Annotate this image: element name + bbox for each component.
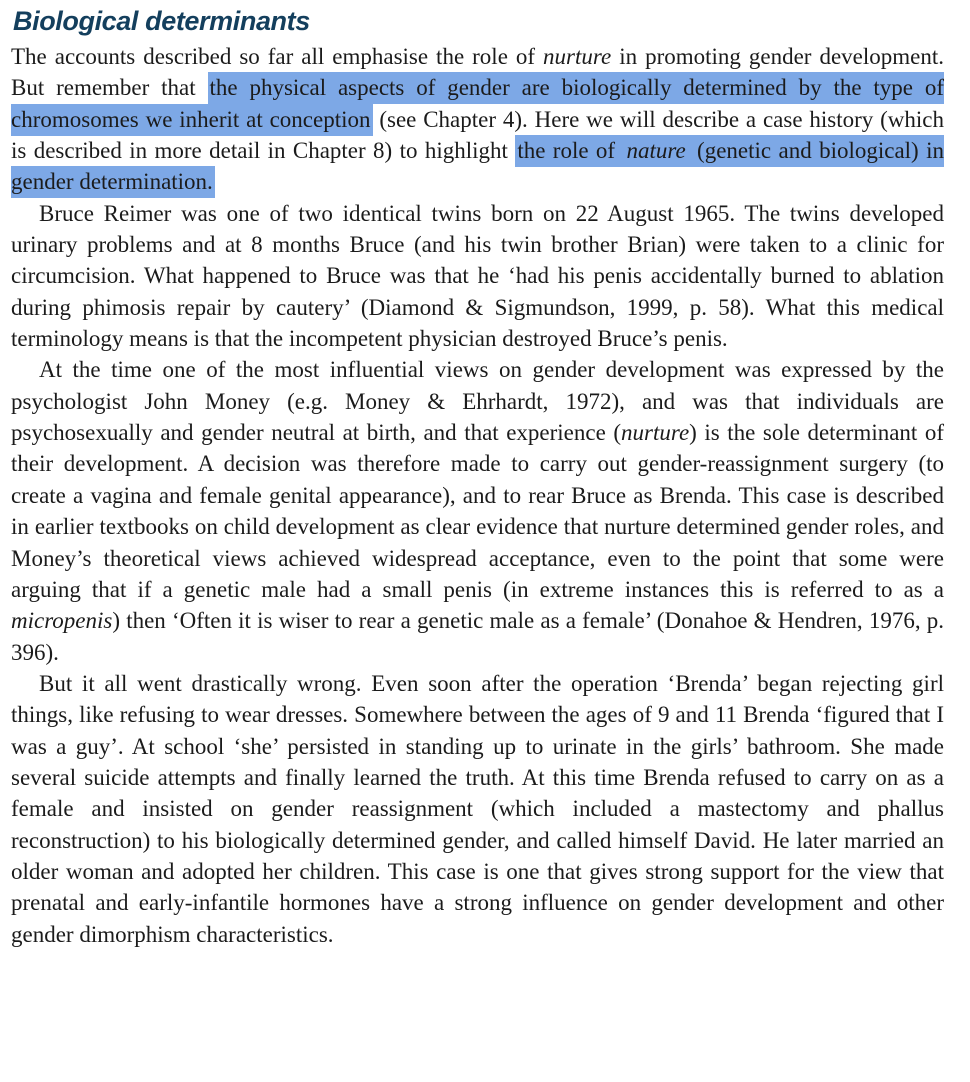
highlighted-text: the role of: [515, 135, 624, 167]
text-segment: The accounts described so far all emphasise the role of: [11, 44, 544, 69]
highlighted-text: (genetic and biological) in gender determination.: [11, 135, 944, 198]
paragraph: [11, 354, 944, 667]
text-segment: At the time one of the most influential views on gender development was expressed by the psychologist John Money (e.g. Money & Ehrhardt, 1972), and was that individuals are psychosexually and gender neutral at birth, and that experience (: [11, 357, 944, 446]
text-segment: ) then ‘Often it is wiser to rear a genetic male as a female’ (Donahoe & Hendren, 1976, p. 396).: [11, 608, 944, 665]
text-segment: ) is the sole determinant of their development. A decision was therefore made to carry out gender-reassignment surgery (to create a vagina and female genital appearance), and to rear Bruce as Brenda. This case is described in earlier textbooks on child development as clear evidence that nurture determined gender roles, and Money’s theoretical views achieved widespread acceptance, even to the point that some were arguing that if a genetic male had a small penis (in extreme instances this is referred to as a: [11, 420, 945, 602]
italic-text: nurture: [543, 44, 612, 69]
body-text: [11, 41, 944, 950]
paragraph: [11, 41, 944, 198]
paragraph: [11, 668, 944, 950]
italic-text: nurture: [621, 420, 690, 446]
highlighted-text: nature: [624, 135, 687, 167]
italic-text: micropenis: [11, 608, 113, 634]
paragraph: [11, 198, 944, 355]
text-segment: But it all went drastically wrong. Even soon after the operation ‘Brenda’ began rejecting girl things, like refusing to wear dresses. Somewhere between the ages of 9 and 11 Brenda ‘figured that I was a guy’. At school ‘she’ persisted in standing up to urinate in the girls’ bathroom. She made several suicide attempts and finally learned the truth. At this time Brenda refused to carry on as a female and insisted on gender reassignment (which included a mastectomy and phallus reconstruction) to his biologically determined gender, and called himself David. He later married an older woman and adopted her children. This case is one that gives strong support for the view that prenatal and early-infantile hormones have a strong influence on gender development and other gender dimorphism characteristics.: [11, 670, 944, 947]
text-segment: in promoting gender development. But remember that: [11, 44, 945, 101]
text-segment: (see Chapter 4). Here we will describe a case history (which is described in more detail in Chapter 8) to highlight: [11, 106, 944, 164]
text-segment: Bruce Reimer was one of two identical twins born on 22 August 1965. The twins developed urinary problems and at 8 months Bruce (and his twin brother Brian) were taken to a clinic for circumcision. What happened to Bruce was that he ‘had his penis accidentally burned to ablation during phimosis repair by cautery’ (Diamond & Sigmundson, 1999, p. 58). What this medical terminology means is that the incompetent physician destroyed Bruce’s penis.: [11, 200, 944, 352]
section-heading: Biological determinants: [13, 6, 310, 36]
highlighted-text: the physical aspects of gender are biologically determined by the type of chromosomes we inherit at conception: [11, 72, 944, 135]
